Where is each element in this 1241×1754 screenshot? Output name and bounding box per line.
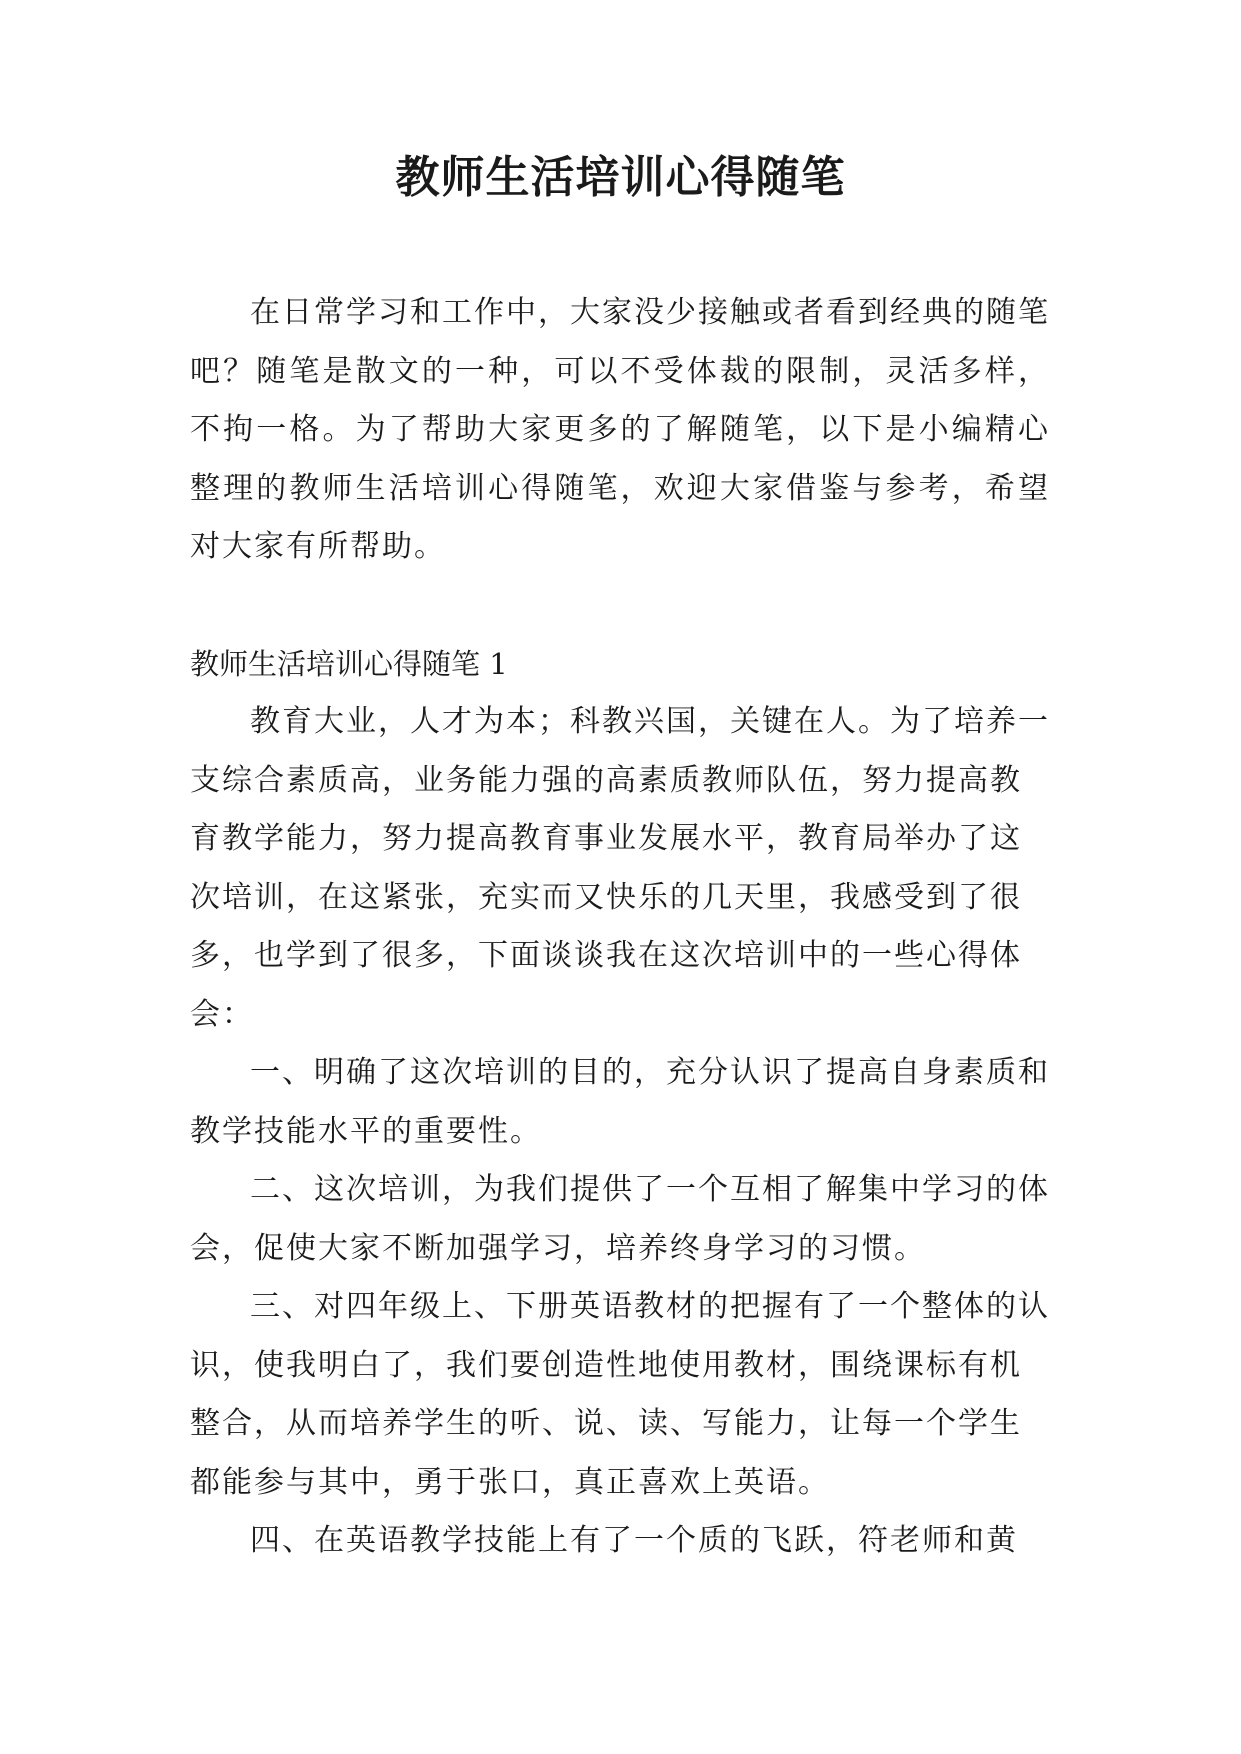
body-paragraph: 一、明确了这次培训的目的，充分认识了提高自身素质和教学技能水平的重要性。	[190, 1055, 1050, 1149]
document-title: 教师生活培训心得随笔	[395, 152, 846, 203]
body-paragraph: 二、这次培训，为我们提供了一个互相了解集中学习的体会，促使大家不断加强学习，培养终身学习的习惯。	[190, 1172, 1050, 1266]
body-paragraph: 教育大业，人才为本；科教兴国，关键在人。为了培养一支综合素质高，业务能力强的高素质教师队伍，努力提高教育教学能力，努力提高教育事业发展水平，教育局举办了这次培训，在这紧张，充实而又快乐的几天里，我感受到了很多，也学到了很多，下面谈谈我在这次培训中的一些心得体会：	[190, 704, 1050, 1032]
intro-paragraph: 在日常学习和工作中，大家没少接触或者看到经典的随笔吧？随笔是散文的一种，可以不受体裁的限制，灵活多样，不拘一格。为了帮助大家更多的了解随笔，以下是小编精心整理的教师生活培训心得随笔，欢迎大家借鉴与参考，希望对大家有所帮助。	[190, 295, 1050, 564]
section-heading: 教师生活培训心得随笔 1	[190, 646, 508, 681]
document-body	[190, 284, 1050, 1571]
body-paragraph: 三、对四年级上、下册英语教材的把握有了一个整体的认识，使我明白了，我们要创造性地使用教材，围绕课标有机整合，从而培养学生的听、说、读、写能力，让每一个学生都能参与其中，勇于张口，真正喜欢上英语。	[190, 1289, 1050, 1500]
body-paragraph: 四、在英语教学技能上有了一个质的飞跃，符老师和黄	[250, 1523, 1018, 1558]
